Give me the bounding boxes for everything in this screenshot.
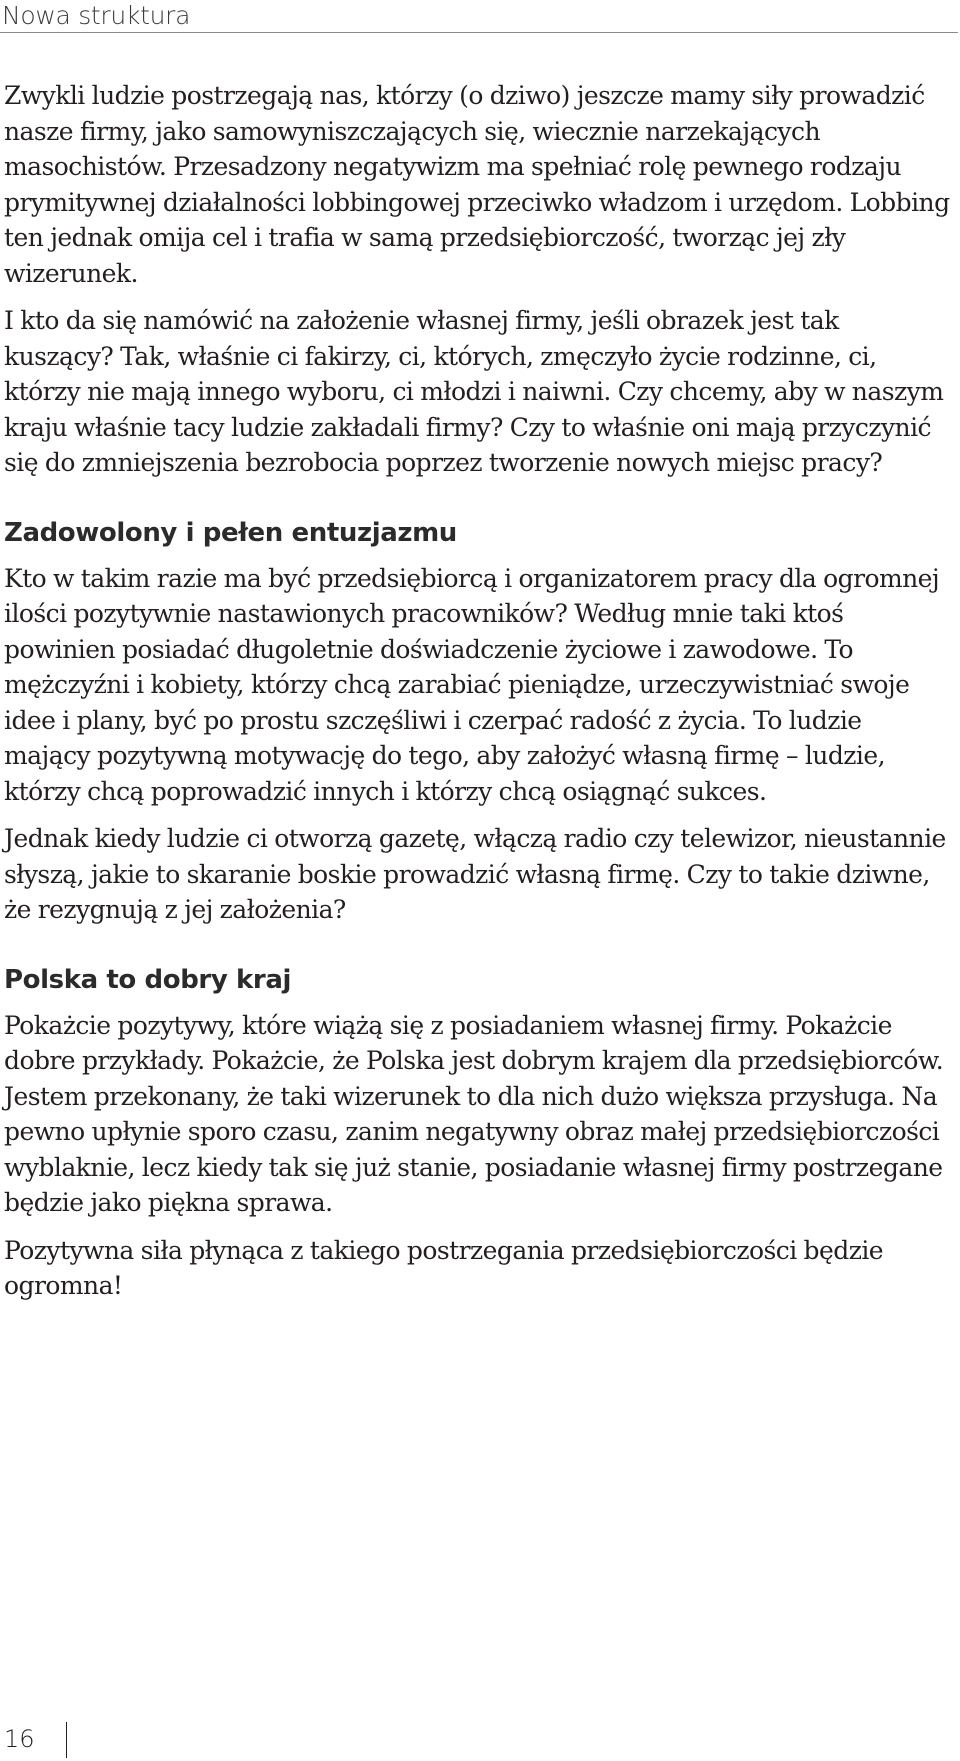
running-header [0, 0, 958, 33]
footer-divider [66, 1722, 67, 1758]
running-header-title: Nowa struktura [2, 1, 191, 30]
paragraph: Zwykli ludzie postrzegają nas, którzy (o dziwo) jeszcze mamy siły prowadzić nasze firmy, jako samowyniszczających się, wiecznie narzekających masochistów. Przesadzony negatywizm ma spełniać rolę pewnego rodzaju prymitywnej działalności lobbingowej przeciwko władzom i urzędom. Lobbing ten jednak omija cel i trafia w samą przedsiębiorczość, tworząc jej zły wizerunek. [4, 81, 950, 288]
paragraph: Pokażcie pozytywy, które wiążą się z posiadaniem własnej firmy. Pokażcie dobre przykłady. Pokażcie, że Polska jest dobrym krajem dla przedsiębiorców. Jestem przekonany, że taki wizerunek to dla nich dużo większa przysługa. Na pewno upłynie sporo czasu, zanim negatywny obraz małej przedsiębiorczości wyblaknie, lecz kiedy tak się już stanie, posiadanie własnej firmy postrzegane będzie jako piękna sprawa. [4, 1010, 944, 1217]
paragraph: Jednak kiedy ludzie ci otworzą gazetę, włączą radio czy telewizor, nieustannie słyszą, jakie to skaranie boskie prowadzić własną firmę. Czy to takie dziwne, że rezygnują z jej założenia? [4, 824, 946, 924]
section-heading: Zadowolony i pełen entuzjazmu [4, 517, 457, 548]
paragraph: Kto w takim razie ma być przedsiębiorcą i organizatorem pracy dla ogromnej ilości pozytywnie nastawionych pracowników? Według mnie taki ktoś powinien posiadać długoletnie doświadczenie życiowe i zawodowe. To mężczyźni i kobiety, którzy chcą zarabiać pieniądze, urzeczywistniać swoje idee i plany, być po prostu szczęśliwi i czerpać radość z życia. To ludzie mający pozytywną motywację do tego, aby założyć własną firmę – ludzie, którzy chcą poprowadzić innych i którzy chcą osiągnąć sukces. [4, 563, 940, 806]
section-heading: Polska to dobry kraj [4, 964, 292, 995]
page-number: 16 [4, 1725, 35, 1753]
paragraph: I kto da się namówić na założenie własnej firmy, jeśli obrazek jest tak kuszący? Tak, właśnie ci fakirzy, ci, których, zmęczyło życie rodzinne, ci, którzy nie mają innego wyboru, ci młodzi i naiwni. Czy chcemy, aby w naszym kraju właśnie tacy ludzie zakładali firmy? Czy to właśnie oni mają przyczynić się do zmniejszenia bezrobocia poprzez tworzenie nowych miejsc pracy? [4, 306, 944, 477]
page-content [4, 78, 954, 1316]
paragraph: Pozytywna siła płynąca z takiego postrzegania przedsiębiorczości będzie ogromna! [4, 1235, 884, 1300]
